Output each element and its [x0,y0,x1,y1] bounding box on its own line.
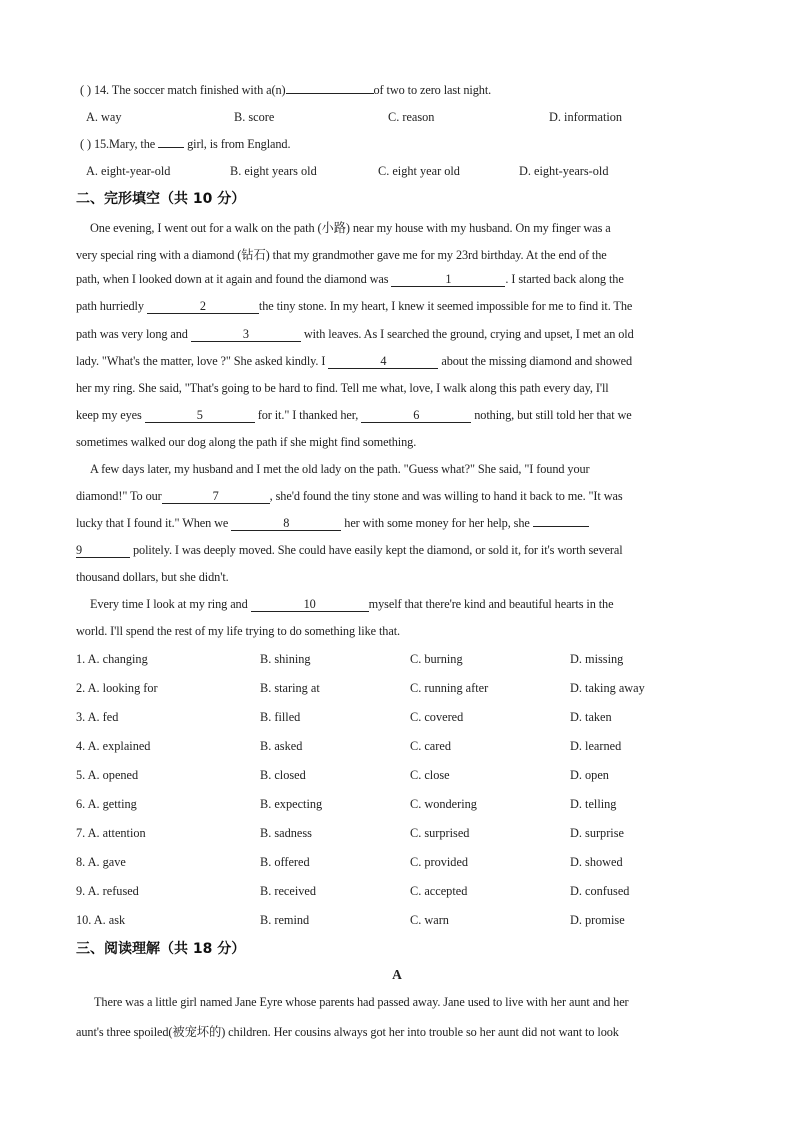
section-heading-cloze: 二、完形填空（共 10 分） [76,191,246,207]
cloze-blank-4[interactable]: 4 [328,354,438,369]
option-a: A. way [86,110,122,124]
option-a: A. eight-year-old [86,164,171,178]
choice-7-a: 7. A. attention [76,826,146,840]
option-b: B. eight years old [230,164,317,178]
cloze-blank-3[interactable]: 3 [191,327,301,342]
question-14 [80,83,491,98]
choice-8-c: C. provided [410,855,469,869]
option-d: D. information [549,110,623,124]
choice-1-c: C. burning [410,652,463,666]
choice-8-a: 8. A. gave [76,855,126,869]
question-15 [80,137,290,152]
choice-7-d: D. surprise [570,826,624,840]
choice-4-c: C. cared [410,739,451,753]
option-c: C. eight year old [378,164,460,178]
choice-3-b: B. filled [260,710,301,724]
cloze-blank-10[interactable]: 10 [251,597,369,612]
cloze-blank-5[interactable]: 5 [145,408,255,423]
choice-6-c: C. wondering [410,797,477,811]
choice-10-b: B. remind [260,913,310,927]
choice-8-d: D. showed [570,855,623,869]
choice-3-d: D. taken [570,710,612,724]
choice-10-d: D. promise [570,913,625,927]
answer-paren: ( ) [80,83,91,97]
choice-2-b: B. staring at [260,681,320,695]
choice-3-c: C. covered [410,710,464,724]
question-text: girl, is from England. [187,137,291,151]
reading-line: aunt's three spoiled(被宠坏的) children. Her cousins always got her into trouble so her aunt did not want to look [76,1025,619,1039]
choice-4-d: D. learned [570,739,622,753]
cloze-blank-7[interactable]: 7 [162,489,270,504]
passage-line: very special ring with a diamond (钻石) that my grandmother gave me for my 23rd birthday. At the end of the [76,248,607,262]
choice-4-a: 4. A. explained [76,739,151,753]
question-text: 14. The soccer match finished with a(n) [93,83,286,97]
passage-line: her my ring. She said, "That's going to be hard to find. Tell me what, love, I walk along this path every day, I'll [76,381,609,395]
reading-line: There was a little girl named Jane Eyre whose parents had passed away. Jane used to live with her aunt and her [94,995,629,1009]
answer-blank[interactable] [286,93,374,94]
passage-line: sometimes walked our dog along the path if she might find something. [76,435,417,449]
cloze-blank-2[interactable]: 2 [147,299,259,314]
choice-9-d: D. confused [570,884,630,898]
choice-7-c: C. surprised [410,826,470,840]
choice-1-b: B. shining [260,652,311,666]
cloze-blank-1[interactable]: 1 [391,272,505,287]
choice-7-b: B. sadness [260,826,312,840]
choice-2-a: 2. A. looking for [76,681,158,695]
choice-10-c: C. warn [410,913,449,927]
option-d: D. eight-years-old [519,164,609,178]
choice-5-c: C. close [410,768,450,782]
passage-line: world. I'll spend the rest of my life trying to do something like that. [76,624,401,638]
passage-line: path, when I looked down at it again and found the diamond was 1 . I started back along the [76,272,624,286]
question-text: 15.Mary, the [93,137,156,151]
cloze-blank-8[interactable]: 8 [231,516,341,531]
passage-line: keep my eyes 5 for it." I thanked her, 6 nothing, but still told her that we [76,408,632,422]
choice-1-d: D. missing [570,652,624,666]
passage-line: lucky that I found it." When we 8 her with some money for her help, she [76,516,589,531]
choice-5-b: B. closed [260,768,306,782]
choice-2-d: D. taking away [570,681,645,695]
choice-3-a: 3. A. fed [76,710,119,724]
section-heading-reading: 三、阅读理解（共 18 分） [76,941,246,957]
choice-1-a: 1. A. changing [76,652,148,666]
choice-4-b: B. asked [260,739,303,753]
choice-5-a: 5. A. opened [76,768,139,782]
passage-title: A [392,967,402,982]
answer-blank[interactable] [533,526,589,527]
option-b: B. score [234,110,275,124]
choice-6-d: D. telling [570,797,617,811]
choice-9-c: C. accepted [410,884,468,898]
passage-line: diamond!" To our 7 , she'd found the tiny stone and was willing to hand it back to me. "It was [76,489,623,503]
question-text: of two to zero last night. [373,83,492,97]
choice-9-a: 9. A. refused [76,884,139,898]
choice-6-a: 6. A. getting [76,797,137,811]
cloze-blank-6[interactable]: 6 [361,408,471,423]
passage-line: thousand dollars, but she didn't. [76,570,229,584]
answer-blank[interactable] [158,147,184,148]
choice-10-a: 10. A. ask [76,913,126,927]
option-c: C. reason [388,110,435,124]
choice-5-d: D. open [570,768,609,782]
passage-line: 9 politely. I was deeply moved. She could have easily kept the diamond, or sold it, for it's worth several [76,543,623,557]
choice-8-b: B. offered [260,855,310,869]
passage-line: lady. "What's the matter, love ?" She asked kindly. I 4 about the missing diamond and showed [76,354,633,368]
cloze-blank-9[interactable]: 9 [76,543,130,558]
passage-line: path hurriedly 2 the tiny stone. In my heart, I knew it seemed impossible for me to find it. The [76,299,633,313]
passage-line: path was very long and 3 with leaves. As I searched the ground, crying and upset, I met an old [76,327,634,341]
choice-9-b: B. received [260,884,316,898]
passage-line: A few days later, my husband and I met the old lady on the path. "Guess what?" She said, "I found your [90,462,590,476]
passage-line: One evening, I went out for a walk on the path (小路) near my house with my husband. On my finger was a [90,221,611,235]
choice-2-c: C. running after [410,681,489,695]
answer-paren: ( ) [80,137,91,151]
choice-6-b: B. expecting [260,797,323,811]
passage-line: Every time I look at my ring and 10 myself that there're kind and beautiful hearts in the [90,597,614,611]
